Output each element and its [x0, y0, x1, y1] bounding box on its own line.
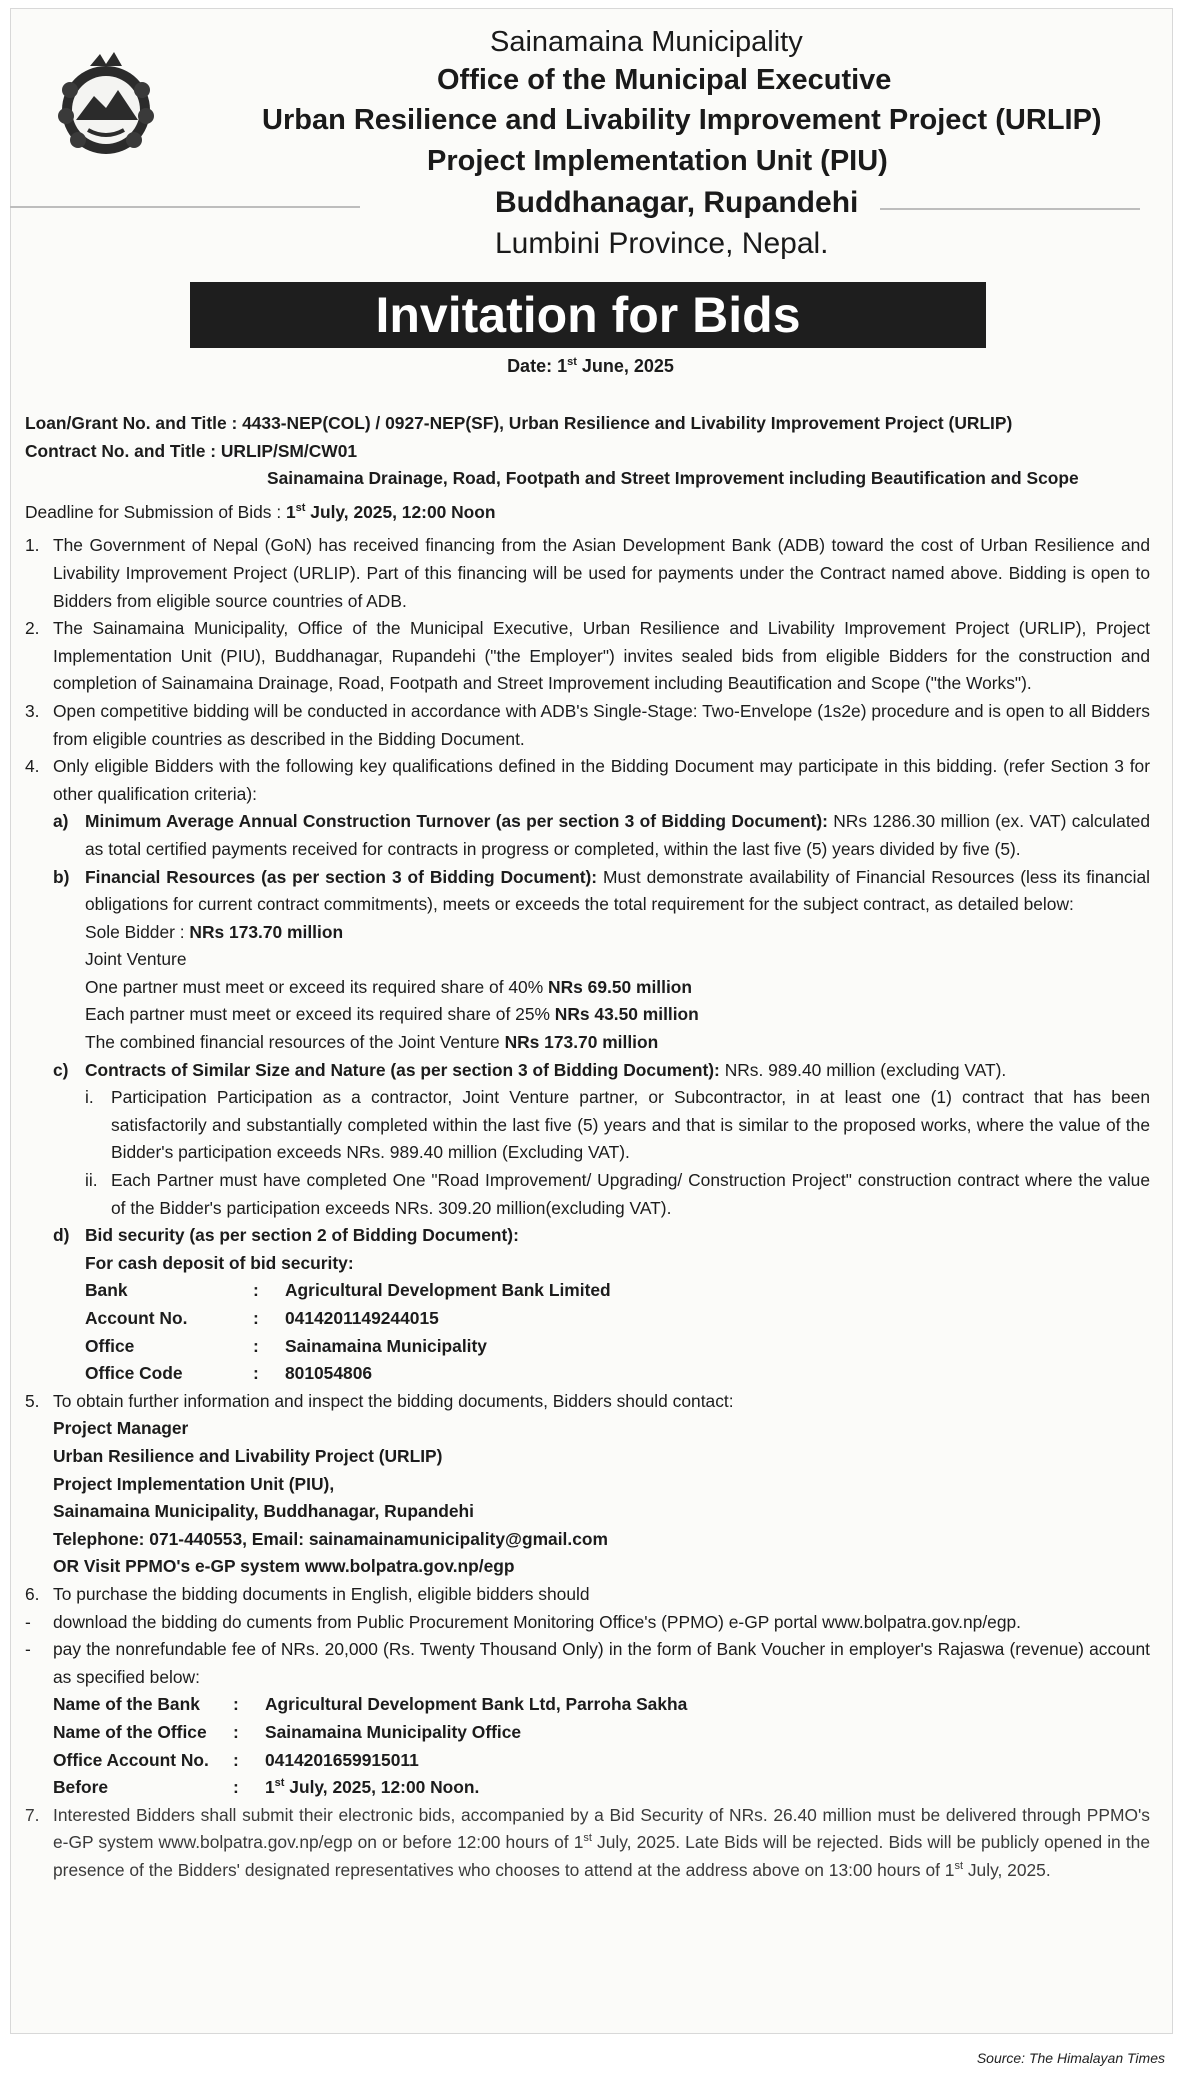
unit-name: Project Implementation Unit (PIU) [427, 145, 888, 177]
deadline-line: Deadline for Submission of Bids : 1st July, 2025, 12:00 Noon [25, 501, 496, 522]
criteria-c-i: i. Participation Participation as a contractor, Joint Venture partner, or Subcontractor, in at least one (1) contract that has been satisfactorily and substantially completed within the last five (5) years and that is similar to the proposed works, where the value of the Bidder's participation exceeds NRs. 989.40 million (Excluding VAT). [85, 1087, 1150, 1163]
source-credit: Source: The Himalayan Times [976, 2050, 1165, 2066]
table-row: Before : 1st July, 2025, 12:00 Noon. [53, 1777, 480, 1798]
paragraph-4: 4. Only eligible Bidders with the following key qualifications defined in the Bidding Document may participate in this bidding. (refer Section 3 for other qualification criteria): [25, 756, 1150, 804]
purchase-step-2: - pay the nonrefundable fee of NRs. 20,000 (Rs. Twenty Thousand Only) in the form of Bank Voucher in employer's Rajaswa (revenue) account as specified below: [25, 1639, 1150, 1687]
project-name: Urban Resilience and Livability Improvement Project (URLIP) [262, 104, 1102, 136]
criteria-c-ii: ii. Each Partner must have completed One "Road Improvement/ Upgrading/ Construction Project" construction contract where the value of the Bidder's participation exceeds NRs. 309.20 million(excluding VAT). [85, 1170, 1150, 1218]
paragraph-5: 5. To obtain further information and inspect the bidding documents, Bidders should contact: [25, 1390, 734, 1411]
criteria-a: a) Minimum Average Annual Construction Turnover (as per section 3 of Bidding Document): NRs 1286.30 million (ex. VAT) calculated as total certified payments received for contracts in progress or completed, within the last five (5) years divided by five (5). [53, 811, 1151, 859]
bank-voucher-table [25, 1691, 1150, 1801]
contact-line: Project Implementation Unit (PIU), [53, 1473, 335, 1494]
office-name: Office of the Municipal Executive [437, 64, 892, 96]
table-row: Name of the Bank : Agricultural Development Bank Ltd, Parroha Sakha [53, 1694, 688, 1715]
municipality-name: Sainamaina Municipality [490, 26, 803, 58]
contract-line: Contract No. and Title : URLIP/SM/CW01 [25, 440, 358, 461]
paragraph-7: 7. Interested Bidders shall submit their electronic bids, accompanied by a Bid Security of NRs. 26.40 million must be delivered through PPMO's e-GP system www.bolpatra.gov.np/egp on or before 12:00 hours of 1st July, 2025. Late Bids will be rejected. Bids will be publicly opened in the presence of the Bidders' designated representatives who chooses to attend at the address above on 13:00 hours of 1st July, 2025. [25, 1804, 1150, 1880]
table-row: Office Account No. : 0414201659915011 [53, 1749, 419, 1770]
table-row: Office : Sainamaina Municipality [85, 1335, 487, 1356]
table-row: Name of the Office : Sainamaina Municipality Office [53, 1721, 522, 1742]
contact-block [25, 1415, 1150, 1581]
criteria-d: d) Bid security (as per section 2 of Bidding Document): [53, 1225, 519, 1246]
loan-line: Loan/Grant No. and Title : 4433-NEP(COL) / 0927-NEP(SF), Urban Resilience and Livability Improvement Project (URLIP) [25, 413, 1013, 433]
contact-line: Project Manager [53, 1418, 189, 1439]
jv-line-3: The combined financial resources of the Joint Venture NRs 173.70 million [85, 1032, 659, 1053]
joint-venture: Joint Venture [85, 949, 187, 970]
nepal-emblem-icon [48, 46, 164, 162]
contact-line: OR Visit PPMO's e-GP system www.bolpatra.gov.np/egp [53, 1556, 515, 1577]
contact-line: Sainamaina Municipality, Buddhanagar, Rupandehi [53, 1501, 474, 1522]
criteria-c: c) Contracts of Similar Size and Nature (as per section 3 of Bidding Document): NRs. 989.40 million (excluding VAT). [53, 1059, 1007, 1080]
contact-line: Telephone: 071-440553, Email: sainamainamunicipality@gmail.com [53, 1528, 608, 1549]
notice-body [25, 410, 1150, 1884]
bid-security-table [25, 1277, 1150, 1387]
sole-bidder: Sole Bidder : NRs 173.70 million [85, 921, 344, 942]
notice-date: Date: 1st June, 2025 [507, 356, 674, 376]
notice-title: Invitation for Bids [190, 282, 986, 348]
paragraph-6: 6. To purchase the bidding documents in English, eligible bidders should [25, 1583, 590, 1604]
province: Lumbini Province, Nepal. [495, 227, 829, 260]
table-row: Office Code : 801054806 [85, 1363, 373, 1384]
contract-title: Sainamaina Drainage, Road, Footpath and Street Improvement including Beautification and Scope [267, 468, 1079, 489]
location: Buddhanagar, Rupandehi [495, 186, 859, 219]
paragraph-1: 1. The Government of Nepal (GoN) has received financing from the Asian Development Bank (ADB) toward the cost of Urban Resilience and Livability Improvement Project (URLIP). Part of this financing will be used for payments under the Contract named above. Bidding is open to Bidders from eligible source countries of ADB. [25, 535, 1150, 611]
jv-line-2: Each partner must meet or exceed its required share of 25% NRs 43.50 million [85, 1004, 699, 1025]
table-row: Account No. : 0414201149244015 [85, 1308, 439, 1328]
scan-artifact [10, 206, 360, 208]
table-row: Bank : Agricultural Development Bank Limited [85, 1280, 611, 1301]
purchase-step-1: - download the bidding do cuments from Public Procurement Monitoring Office's (PPMO) e-GP portal www.bolpatra.gov.np/egp. [25, 1611, 1022, 1632]
paragraph-2: 2. The Sainamaina Municipality, Office of the Municipal Executive, Urban Resilience and Livability Improvement Project (URLIP), Project Implementation Unit (PIU), Buddhanagar, Rupandehi ("the Employer") invites sealed bids from eligible Bidders for the construction and completion of Sainamaina Drainage, Road, Footpath and Street Improvement including Beautification and Scope ("the Works"). [25, 618, 1150, 694]
criteria-b: b) Financial Resources (as per section 3 of Bidding Document): Must demonstrate availability of Financial Resources (less its financial obligations for current contract commitments), meets or exceeds the total requirement for the subject contract, as detailed below: [53, 866, 1150, 915]
contact-line: Urban Resilience and Livability Project (URLIP) [53, 1445, 443, 1466]
paragraph-3: 3. Open competitive bidding will be conducted in accordance with ADB's Single-Stage: Two-Envelope (1s2e) procedure and is open to all Bidders from eligible countries as described in the Bidding Document. [25, 700, 1150, 749]
jv-line-1: One partner must meet or exceed its required share of 40% NRs 69.50 million [85, 976, 693, 997]
cash-deposit-heading: For cash deposit of bid security: [85, 1252, 354, 1273]
